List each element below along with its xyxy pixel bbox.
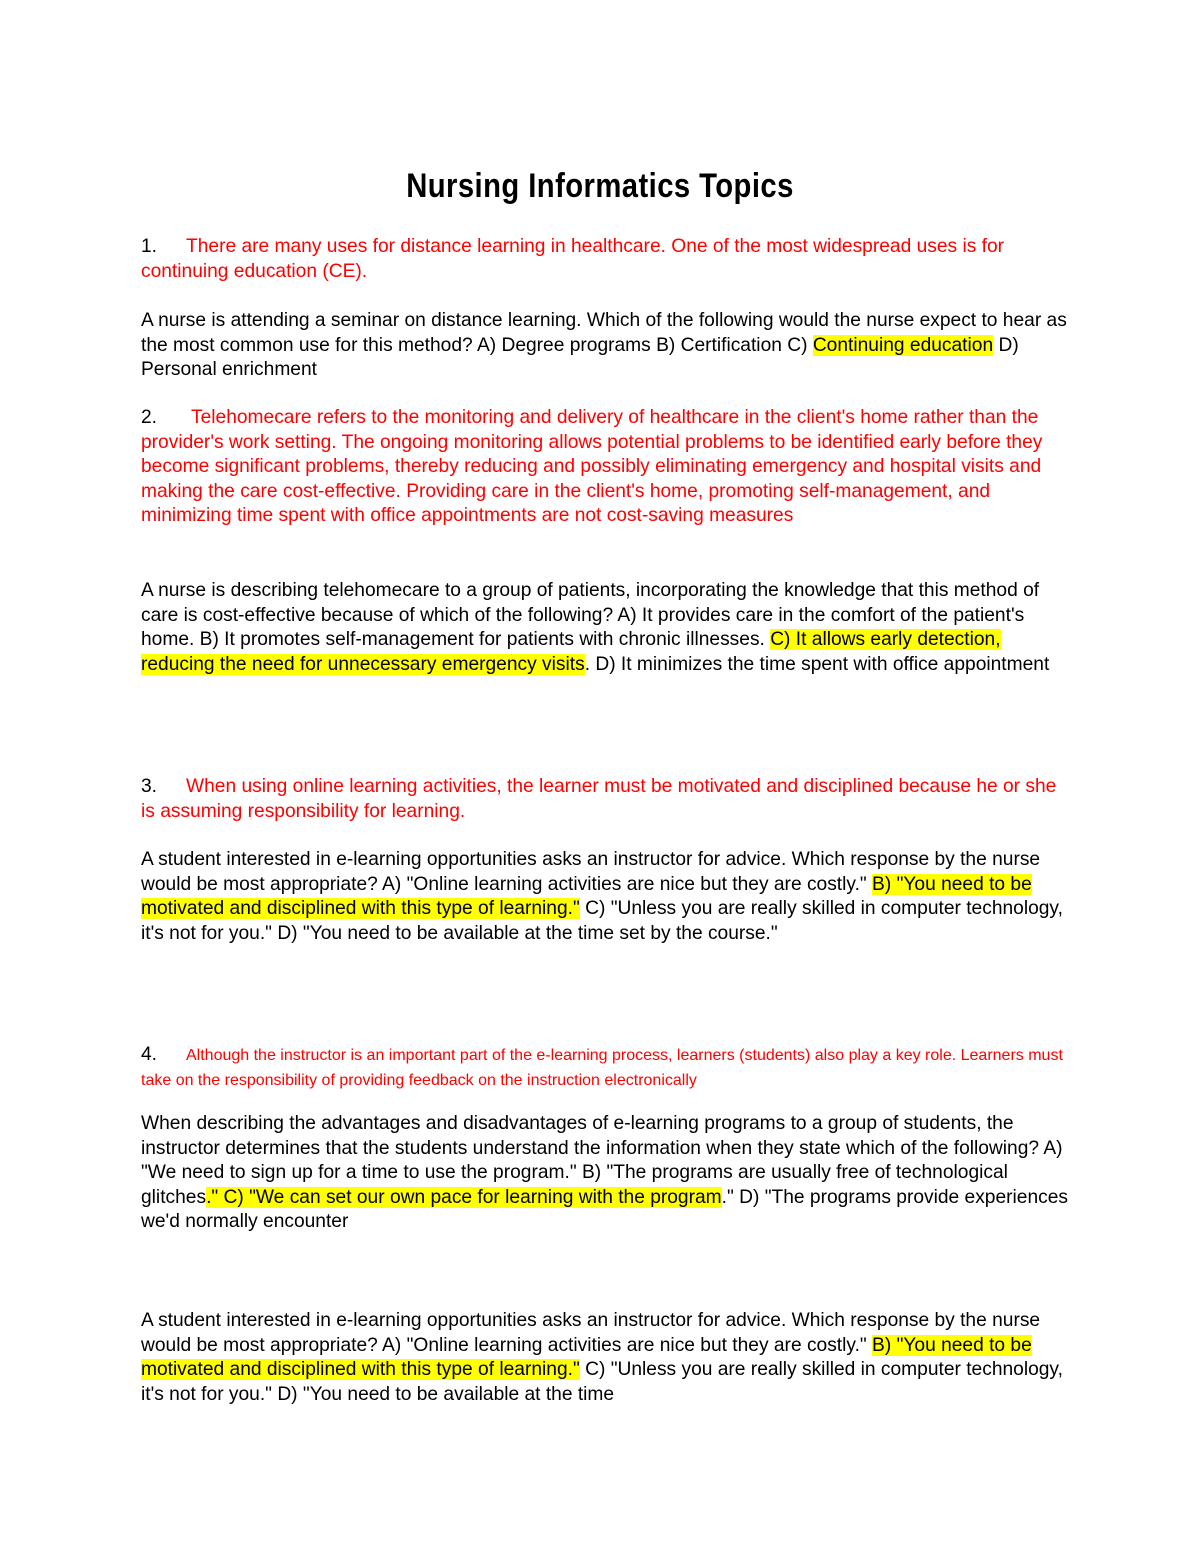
- highlighted-answer: ." C) "We can set our own pace for learning with the program: [206, 1186, 722, 1208]
- question-2-stem: [141, 579, 1071, 677]
- question-number: 2.: [141, 407, 158, 428]
- question-2-rationale: [141, 406, 1071, 529]
- page-title: Nursing Informatics Topics: [406, 167, 794, 205]
- question-4-stem: [141, 1112, 1071, 1235]
- question-4-rationale: [141, 1043, 1071, 1092]
- repeated-question-stem: [141, 1309, 1071, 1407]
- highlighted-answer: C) It allows early detection, reducing the need for unnecessary emergency visits: [141, 629, 1001, 675]
- question-number: 4.: [141, 1044, 158, 1065]
- highlighted-answer: Continuing education: [812, 334, 994, 356]
- stem-text: A student interested in e-learning opportunities asks an instructor for advice. Which response by the nurse would be most appropriate? A) "Online learning activities are nice but they are costly.": [141, 1310, 1041, 1356]
- rationale-text: Although the instructor is an important part of the e-learning process, learners (students) also play a key role. Learners must take on the responsibility of providing feedback on the instruction electronically: [141, 1047, 1063, 1089]
- highlighted-answer: B) "You need to be motivated and disciplined with this type of learning.": [141, 873, 1032, 920]
- question-3-stem: [141, 848, 1071, 946]
- stem-text: A nurse is attending a seminar on distance learning. Which of the following would the nurse expect to hear as the most common use for this method? A) Degree programs B) Certification C): [141, 310, 1067, 356]
- rationale-text: There are many uses for distance learning in healthcare. One of the most widespread uses is for continuing education (CE).: [141, 236, 1005, 282]
- question-1-stem: [141, 309, 1071, 383]
- highlighted-answer: B) "You need to be motivated and disciplined with this type of learning.": [141, 1334, 1032, 1381]
- question-3-rationale: [141, 775, 1071, 824]
- rationale-text: Telehomecare refers to the monitoring and delivery of healthcare in the client's home rather than the provider's work setting. The ongoing monitoring allows potential problems to be identified early before they become significant problems, thereby reducing and possibly eliminating emergency and hospital visits and making the care cost-effective. Providing care in the client's home, promoting self-management, and minimizing time spent with office appointments are not cost-saving measures: [141, 407, 1043, 527]
- stem-text: A nurse is describing telehomecare to a group of patients, incorporating the knowledge that this method of care is cost-effective because of which of the following? A) It provides care in the comfort of the patient's home. B) It promotes self-management for patients with chronic illnesses.: [141, 580, 1040, 651]
- question-number: 1.: [141, 236, 158, 257]
- stem-text: C) "Unless you are really skilled in computer technology, it's not for you." D) "You need to be available at the time: [141, 1359, 1063, 1405]
- question-number: 3.: [141, 776, 158, 797]
- stem-text: D) Personal enrichment: [141, 334, 1019, 381]
- stem-text: A student interested in e-learning opportunities asks an instructor for advice. Which response by the nurse would be most appropriate? A) "Online learning activities are nice but they are costly.": [141, 849, 1041, 895]
- stem-text: . D) It minimizes the time spent with office appointment: [584, 653, 1050, 675]
- rationale-text: When using online learning activities, the learner must be motivated and disciplined because he or she is assuming responsibility for learning.: [141, 776, 1057, 822]
- question-1-rationale: [141, 235, 1071, 284]
- stem-text: C) "Unless you are really skilled in computer technology, it's not for you." D) "You need to be available at the time set by the course.": [141, 898, 1063, 944]
- stem-text: When describing the advantages and disadvantages of e-learning programs to a group of students, the instructor determines that the students understand the information when they state which of the following? A) "We need to sign up for a time to use the program." B) "The programs are usually free of technological glitches: [141, 1113, 1063, 1208]
- stem-text: ." D) "The programs provide experiences we'd normally encounter: [141, 1186, 1069, 1233]
